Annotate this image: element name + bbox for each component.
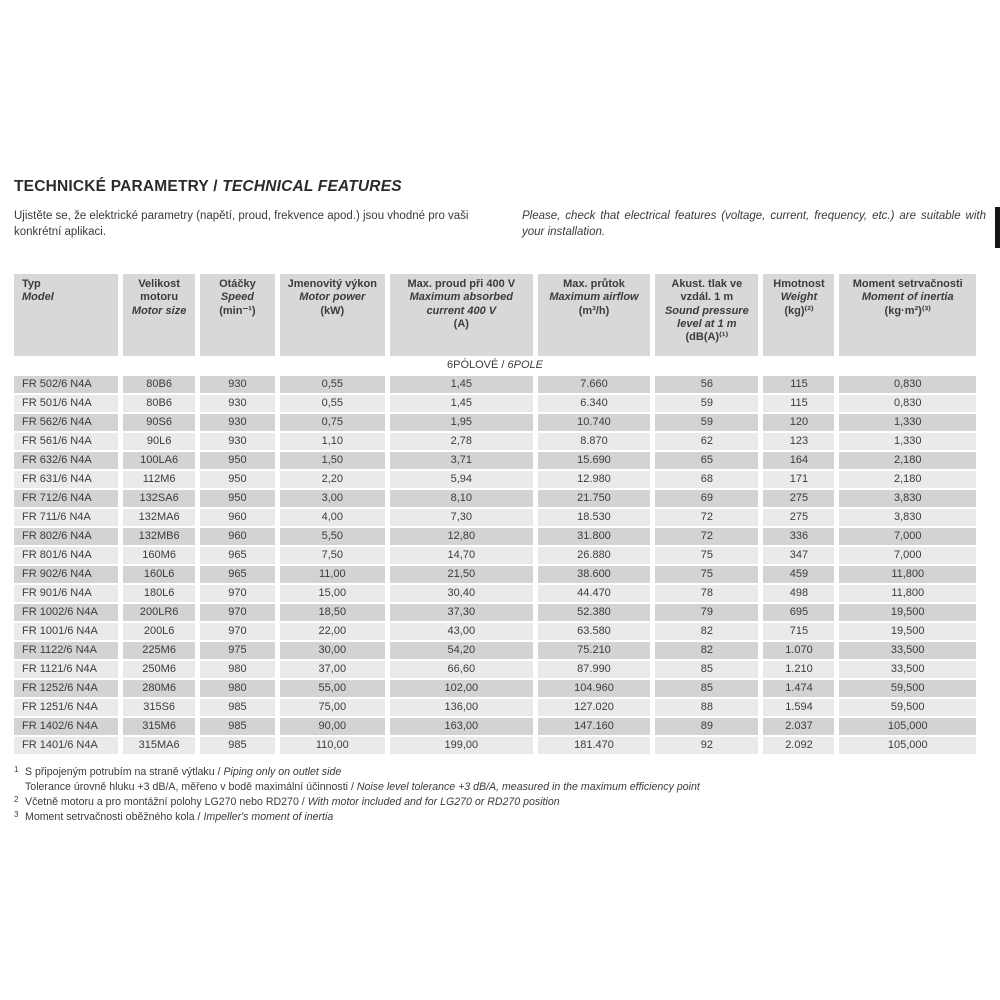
table-row — [14, 585, 976, 602]
table-row — [14, 737, 976, 754]
value-cell: 15,00 — [280, 585, 385, 602]
table-row — [14, 699, 976, 716]
value-cell: 7,30 — [390, 509, 533, 526]
col-unit: (kW) — [320, 304, 345, 317]
value-cell: 79 — [655, 604, 758, 621]
value-cell: 92 — [655, 737, 758, 754]
value-cell: 80B6 — [123, 376, 195, 393]
table-row — [14, 471, 976, 488]
value-cell: 72 — [655, 509, 758, 526]
model-cell: FR 712/6 N4A — [14, 490, 118, 507]
model-cell: FR 901/6 N4A — [14, 585, 118, 602]
value-cell: 970 — [200, 623, 275, 640]
value-cell: 980 — [200, 661, 275, 678]
col-label-cz: Otáčky — [219, 277, 256, 290]
table-row — [14, 661, 976, 678]
value-cell: 970 — [200, 585, 275, 602]
value-cell: 44.470 — [538, 585, 650, 602]
value-cell: 225M6 — [123, 642, 195, 659]
value-cell: 75 — [655, 547, 758, 564]
value-cell: 347 — [763, 547, 834, 564]
value-cell: 0,830 — [839, 376, 976, 393]
value-cell: 498 — [763, 585, 834, 602]
value-cell: 0,55 — [280, 376, 385, 393]
value-cell: 115 — [763, 376, 834, 393]
value-cell: 950 — [200, 471, 275, 488]
table-row — [14, 566, 976, 583]
col-label-cz: Moment setrvačnosti — [852, 277, 963, 290]
col-header-motor-size — [123, 274, 195, 356]
value-cell: 459 — [763, 566, 834, 583]
value-cell: 132MB6 — [123, 528, 195, 545]
col-label-en: Motor power — [299, 291, 366, 304]
model-cell: FR 561/6 N4A — [14, 433, 118, 450]
value-cell: 68 — [655, 471, 758, 488]
value-cell: 12.980 — [538, 471, 650, 488]
value-cell: 85 — [655, 680, 758, 697]
value-cell: 275 — [763, 509, 834, 526]
value-cell: 100LA6 — [123, 452, 195, 469]
value-cell: 59,500 — [839, 699, 976, 716]
value-cell: 33,500 — [839, 642, 976, 659]
table-row — [14, 395, 976, 412]
table-row — [14, 718, 976, 735]
footnote-text-cz: Tolerance úrovně hluku +3 dB/A, měřeno v bodě maximální účinnosti / — [25, 780, 357, 793]
value-cell: 90S6 — [123, 414, 195, 431]
col-label-en: Maximum absorbed current 400 V — [409, 291, 513, 317]
value-cell: 336 — [763, 528, 834, 545]
value-cell: 66,60 — [390, 661, 533, 678]
value-cell: 59 — [655, 395, 758, 412]
value-cell: 43,00 — [390, 623, 533, 640]
footnote-1-tolerance — [14, 780, 986, 795]
value-cell: 960 — [200, 528, 275, 545]
footnote-text-en: With motor included and for LG270 or RD270 position — [307, 795, 560, 808]
value-cell: 55,00 — [280, 680, 385, 697]
value-cell: 54,20 — [390, 642, 533, 659]
value-cell: 1.594 — [763, 699, 834, 716]
value-cell: 280M6 — [123, 680, 195, 697]
value-cell: 89 — [655, 718, 758, 735]
value-cell: 980 — [200, 680, 275, 697]
value-cell: 960 — [200, 509, 275, 526]
value-cell: 59,500 — [839, 680, 976, 697]
col-label-en: Weight — [780, 291, 818, 304]
value-cell: 1,330 — [839, 414, 976, 431]
model-cell: FR 631/6 N4A — [14, 471, 118, 488]
section-label — [14, 358, 976, 374]
page-title-en: TECHNICAL FEATURES — [222, 178, 402, 195]
value-cell: 72 — [655, 528, 758, 545]
table-row — [14, 528, 976, 545]
value-cell: 180L6 — [123, 585, 195, 602]
col-label-en: Model — [22, 291, 54, 304]
value-cell: 115 — [763, 395, 834, 412]
value-cell: 105,000 — [839, 718, 976, 735]
value-cell: 930 — [200, 414, 275, 431]
value-cell: 22,00 — [280, 623, 385, 640]
value-cell: 3,830 — [839, 509, 976, 526]
value-cell: 15.690 — [538, 452, 650, 469]
value-cell: 715 — [763, 623, 834, 640]
model-cell: FR 1251/6 N4A — [14, 699, 118, 716]
value-cell: 2,78 — [390, 433, 533, 450]
value-cell: 112M6 — [123, 471, 195, 488]
value-cell: 930 — [200, 376, 275, 393]
value-cell: 102,00 — [390, 680, 533, 697]
value-cell: 7,000 — [839, 528, 976, 545]
table-row — [14, 414, 976, 431]
footnotes-section — [14, 765, 986, 825]
col-unit: (m³/h) — [578, 304, 610, 317]
intro-paragraph-cz: Ujistěte se, že elektrické parametry (napětí, proud, frekvence apod.) jsou vhodné pro vaši konkrétní aplikaci. — [14, 210, 469, 238]
footnote-text-cz: S připojeným potrubím na straně výtlaku / — [25, 765, 224, 778]
model-cell: FR 562/6 N4A — [14, 414, 118, 431]
value-cell: 200L6 — [123, 623, 195, 640]
section-label-cz: 6PÓLOVÉ / — [447, 359, 508, 372]
table-row — [14, 604, 976, 621]
value-cell: 2.092 — [763, 737, 834, 754]
table-row — [14, 680, 976, 697]
value-cell: 950 — [200, 452, 275, 469]
value-cell: 1.474 — [763, 680, 834, 697]
model-cell: FR 1001/6 N4A — [14, 623, 118, 640]
value-cell: 85 — [655, 661, 758, 678]
model-cell: FR 1121/6 N4A — [14, 661, 118, 678]
table-row — [14, 547, 976, 564]
value-cell: 250M6 — [123, 661, 195, 678]
value-cell: 18.530 — [538, 509, 650, 526]
value-cell: 110,00 — [280, 737, 385, 754]
value-cell: 105,000 — [839, 737, 976, 754]
col-label-cz: Max. proud při 400 V — [407, 277, 516, 290]
value-cell: 695 — [763, 604, 834, 621]
value-cell: 3,00 — [280, 490, 385, 507]
value-cell: 90L6 — [123, 433, 195, 450]
value-cell: 6.340 — [538, 395, 650, 412]
value-cell: 10.740 — [538, 414, 650, 431]
model-cell: FR 801/6 N4A — [14, 547, 118, 564]
table-row — [14, 452, 976, 469]
value-cell: 160L6 — [123, 566, 195, 583]
value-cell: 30,40 — [390, 585, 533, 602]
value-cell: 12,80 — [390, 528, 533, 545]
value-cell: 164 — [763, 452, 834, 469]
value-cell: 8.870 — [538, 433, 650, 450]
model-cell: FR 1002/6 N4A — [14, 604, 118, 621]
col-label-en: Sound pressure level at 1 m — [664, 304, 749, 330]
value-cell: 59 — [655, 414, 758, 431]
col-unit: (kg·m²)⁽³⁾ — [884, 304, 931, 317]
table-row — [14, 376, 976, 393]
value-cell: 200LR6 — [123, 604, 195, 621]
value-cell: 11,800 — [839, 566, 976, 583]
col-label-cz: Jmenovitý výkon — [287, 277, 377, 290]
value-cell: 2,180 — [839, 471, 976, 488]
value-cell: 163,00 — [390, 718, 533, 735]
intro-section — [14, 209, 986, 241]
footnote-text-cz: Moment setrvačnosti oběžného kola / — [25, 810, 204, 823]
col-header-moment-of-inertia — [839, 274, 976, 356]
value-cell: 123 — [763, 433, 834, 450]
col-label-cz: Hmotnost — [773, 277, 825, 290]
table-row — [14, 509, 976, 526]
value-cell: 1.070 — [763, 642, 834, 659]
value-cell: 2,180 — [839, 452, 976, 469]
value-cell: 1,50 — [280, 452, 385, 469]
value-cell: 5,94 — [390, 471, 533, 488]
value-cell: 4,00 — [280, 509, 385, 526]
model-cell: FR 802/6 N4A — [14, 528, 118, 545]
col-label-en: Moment of inertia — [861, 291, 954, 304]
section-label-en: 6POLE — [507, 359, 543, 372]
model-cell: FR 501/6 N4A — [14, 395, 118, 412]
col-label-cz: Max. průtok — [563, 277, 625, 290]
value-cell: 75,00 — [280, 699, 385, 716]
value-cell: 8,10 — [390, 490, 533, 507]
value-cell: 120 — [763, 414, 834, 431]
value-cell: 132MA6 — [123, 509, 195, 526]
value-cell: 52.380 — [538, 604, 650, 621]
footnote-marker: 2 — [14, 794, 19, 804]
value-cell: 37,00 — [280, 661, 385, 678]
value-cell: 985 — [200, 737, 275, 754]
value-cell: 62 — [655, 433, 758, 450]
col-header-motor-power — [280, 274, 385, 356]
value-cell: 950 — [200, 490, 275, 507]
col-header-max-airflow — [538, 274, 650, 356]
value-cell: 78 — [655, 585, 758, 602]
table-row — [14, 642, 976, 659]
model-cell: FR 1252/6 N4A — [14, 680, 118, 697]
table-row — [14, 623, 976, 640]
value-cell: 930 — [200, 433, 275, 450]
model-cell: FR 902/6 N4A — [14, 566, 118, 583]
col-header-speed — [200, 274, 275, 356]
value-cell: 90,00 — [280, 718, 385, 735]
value-cell: 88 — [655, 699, 758, 716]
value-cell: 0,55 — [280, 395, 385, 412]
intro-paragraph-en: Please, check that electrical features (voltage, current, frequency, etc.) are suitable with your installation. — [522, 210, 986, 238]
value-cell: 33,500 — [839, 661, 976, 678]
value-cell: 75 — [655, 566, 758, 583]
footnote-marker: 3 — [14, 809, 19, 819]
value-cell: 1,95 — [390, 414, 533, 431]
section-row — [14, 358, 976, 374]
value-cell: 127.020 — [538, 699, 650, 716]
table-row — [14, 490, 976, 507]
col-header-sound-pressure — [655, 274, 758, 356]
value-cell: 56 — [655, 376, 758, 393]
model-cell: FR 502/6 N4A — [14, 376, 118, 393]
col-unit: (A) — [453, 317, 469, 330]
value-cell: 11,00 — [280, 566, 385, 583]
value-cell: 38.600 — [538, 566, 650, 583]
value-cell: 18,50 — [280, 604, 385, 621]
value-cell: 1,45 — [390, 376, 533, 393]
value-cell: 30,00 — [280, 642, 385, 659]
col-label-cz: Typ — [22, 277, 41, 290]
value-cell: 104.960 — [538, 680, 650, 697]
value-cell: 82 — [655, 623, 758, 640]
value-cell: 930 — [200, 395, 275, 412]
value-cell: 21,50 — [390, 566, 533, 583]
footnote-marker: 1 — [14, 764, 19, 774]
value-cell: 2,20 — [280, 471, 385, 488]
value-cell: 1.210 — [763, 661, 834, 678]
value-cell: 69 — [655, 490, 758, 507]
page-edge-marker — [995, 207, 1000, 248]
value-cell: 14,70 — [390, 547, 533, 564]
table-row — [14, 433, 976, 450]
footnote-text-en: Impeller's moment of inertia — [203, 810, 334, 823]
col-header-max-current — [390, 274, 533, 356]
value-cell: 1,330 — [839, 433, 976, 450]
col-label-cz: Velikost motoru — [138, 277, 180, 304]
page-title — [14, 178, 986, 196]
value-cell: 975 — [200, 642, 275, 659]
value-cell: 136,00 — [390, 699, 533, 716]
model-cell: FR 1401/6 N4A — [14, 737, 118, 754]
value-cell: 21.750 — [538, 490, 650, 507]
model-cell: FR 632/6 N4A — [14, 452, 118, 469]
value-cell: 965 — [200, 566, 275, 583]
col-unit: (min⁻¹) — [219, 304, 256, 317]
value-cell: 315M6 — [123, 718, 195, 735]
value-cell: 65 — [655, 452, 758, 469]
value-cell: 5,50 — [280, 528, 385, 545]
col-label-cz: Akust. tlak ve vzdál. 1 m — [671, 277, 743, 304]
value-cell: 171 — [763, 471, 834, 488]
value-cell: 1,10 — [280, 433, 385, 450]
col-label-en: Motor size — [131, 304, 187, 317]
value-cell: 985 — [200, 718, 275, 735]
value-cell: 80B6 — [123, 395, 195, 412]
value-cell: 87.990 — [538, 661, 650, 678]
technical-features-table — [9, 272, 981, 756]
footnote-text-cz: Včetně motoru a pro montážní polohy LG270 nebo RD270 / — [25, 795, 308, 808]
value-cell: 132SA6 — [123, 490, 195, 507]
value-cell: 1,45 — [390, 395, 533, 412]
value-cell: 160M6 — [123, 547, 195, 564]
value-cell: 7,50 — [280, 547, 385, 564]
value-cell: 3,830 — [839, 490, 976, 507]
value-cell: 19,500 — [839, 604, 976, 621]
value-cell: 11,800 — [839, 585, 976, 602]
col-unit: (dB(A)⁽¹⁾ — [685, 331, 729, 344]
value-cell: 199,00 — [390, 737, 533, 754]
value-cell: 19,500 — [839, 623, 976, 640]
table-body — [14, 358, 976, 754]
value-cell: 3,71 — [390, 452, 533, 469]
header-row — [14, 274, 976, 356]
value-cell: 275 — [763, 490, 834, 507]
value-cell: 965 — [200, 547, 275, 564]
value-cell: 315S6 — [123, 699, 195, 716]
model-cell: FR 711/6 N4A — [14, 509, 118, 526]
value-cell: 63.580 — [538, 623, 650, 640]
value-cell: 7.660 — [538, 376, 650, 393]
value-cell: 82 — [655, 642, 758, 659]
footnote-text-en: Noise level tolerance +3 dB/A, measured in the maximum efficiency point — [356, 780, 700, 793]
value-cell: 2.037 — [763, 718, 834, 735]
footnote-text-en: Piping only on outlet side — [223, 765, 342, 778]
value-cell: 181.470 — [538, 737, 650, 754]
value-cell: 37,30 — [390, 604, 533, 621]
col-label-en: Maximum airflow — [549, 291, 639, 304]
model-cell: FR 1402/6 N4A — [14, 718, 118, 735]
col-label-en: Speed — [220, 291, 254, 304]
value-cell: 0,75 — [280, 414, 385, 431]
value-cell: 7,000 — [839, 547, 976, 564]
value-cell: 147.160 — [538, 718, 650, 735]
footnote-3 — [14, 810, 986, 825]
value-cell: 0,830 — [839, 395, 976, 412]
col-header-weight — [763, 274, 834, 356]
value-cell: 315MA6 — [123, 737, 195, 754]
value-cell: 75.210 — [538, 642, 650, 659]
col-unit: (kg)⁽²⁾ — [784, 304, 814, 317]
value-cell: 31.800 — [538, 528, 650, 545]
col-header-typ-model — [14, 274, 118, 356]
value-cell: 26.880 — [538, 547, 650, 564]
model-cell: FR 1122/6 N4A — [14, 642, 118, 659]
page-title-cz: TECHNICKÉ PARAMETRY / — [14, 178, 223, 195]
value-cell: 985 — [200, 699, 275, 716]
footnote-2 — [14, 795, 986, 810]
footnote-1 — [14, 765, 986, 780]
value-cell: 970 — [200, 604, 275, 621]
